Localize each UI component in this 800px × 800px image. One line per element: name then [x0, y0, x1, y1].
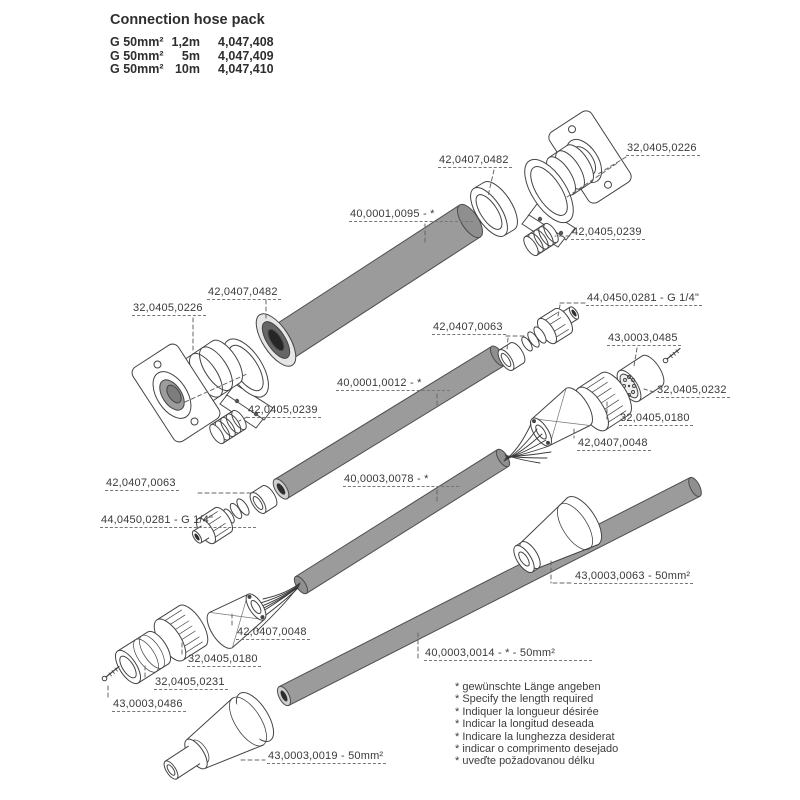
- page-title: Connection hose pack: [110, 12, 265, 28]
- footnote-line: * Indiquer la longueur désirée: [455, 705, 599, 718]
- callout-hose-b: 40,0001,0012 - *: [336, 377, 450, 391]
- callout-threaded-plug: 32,0405,0231: [154, 676, 228, 690]
- footnote-line: * indicar o comprimento desejado: [455, 743, 619, 756]
- set-screw-right: [663, 349, 680, 363]
- pack-size: G 50mm²: [110, 35, 164, 49]
- callout-strain-relief-right: 42,0407,0048: [577, 437, 651, 451]
- callout-sleeve-left: 43,0003,0019 - 50mm²: [267, 750, 386, 764]
- power-cable-d: [275, 476, 704, 708]
- callout-clamp-right: 42,0407,0063: [432, 321, 506, 335]
- callout-hose-a: 40,0001,0095 - *: [349, 208, 473, 222]
- pack-length: 10m: [174, 62, 200, 76]
- callout-hose-c: 40,0003,0078 - *: [343, 473, 459, 487]
- pack-row: [110, 36, 274, 50]
- pack-part-number: 4,047,409: [218, 48, 274, 63]
- pack-size: G 50mm²: [110, 62, 164, 76]
- leader-lines: [108, 157, 654, 760]
- callout-nut-right: 32,0405,0180: [619, 412, 693, 426]
- pack-part-number: 4,047,408: [218, 35, 274, 49]
- hose-a: [272, 200, 488, 358]
- callout-spring-left: 42,0405,0239: [247, 404, 321, 418]
- callout-cable-d: 40,0003,0014 - * - 50mm²: [424, 647, 592, 661]
- callout-pin-insert: 32,0405,0232: [656, 384, 730, 398]
- strain-relief-left: [202, 591, 270, 653]
- callout-fitting-right: 44,0450,0281 - G 1/4": [586, 292, 702, 306]
- callout-nut-left: 32,0405,0180: [187, 653, 261, 667]
- footnote-line: * Indicare la lunghezza desiderat: [455, 730, 615, 743]
- pack-size: G 50mm²: [110, 48, 164, 63]
- pack-length: 1,2m: [171, 35, 200, 49]
- footnote-line: * uveďte požadovanou délku: [455, 755, 595, 768]
- callout-strain-relief-left: 42,0407,0048: [236, 626, 310, 640]
- set-screw-left: [102, 667, 119, 681]
- callout-fitting-left: 44,0450,0281 - G 1/4": [100, 514, 256, 528]
- title-block: [110, 12, 274, 77]
- callout-ring-top: 42,0407,0482: [438, 154, 512, 168]
- flange-fitting-left: [129, 332, 277, 445]
- footnote-line: * gewünschte Länge angeben: [455, 681, 601, 693]
- callout-set-screw: 43,0003,0486: [112, 698, 186, 712]
- pack-length: 5m: [181, 48, 200, 63]
- hose-barb-fitting-right: [520, 305, 581, 352]
- callout-spring-top: 42,0405,0239: [571, 226, 645, 240]
- callout-flange-left: 32,0405,0226: [132, 302, 206, 316]
- pack-row: [110, 63, 274, 77]
- callout-sleeve-right: 43,0003,0063 - 50mm²: [574, 570, 693, 584]
- footnote-line: * Indicar la longitud deseada: [455, 718, 594, 731]
- footnotes: [455, 681, 618, 768]
- pack-part-number: 4,047,410: [218, 62, 274, 76]
- callout-clamp-left: 42,0407,0063: [105, 477, 179, 491]
- callout-plug-right: 43,0003,0485: [607, 332, 681, 346]
- footnote-line: * Specify the length required: [455, 693, 594, 706]
- callout-ring-left: 42,0407,0482: [207, 286, 281, 300]
- pack-row: [110, 50, 274, 64]
- callout-flange-top: 32,0405,0226: [626, 142, 700, 156]
